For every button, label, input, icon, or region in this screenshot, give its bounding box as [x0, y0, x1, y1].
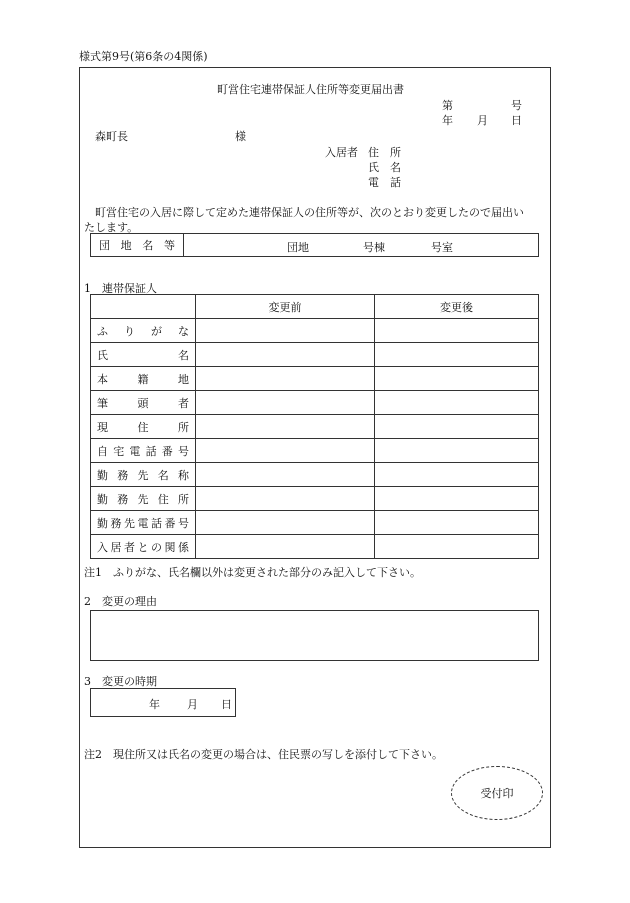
addressee-name: 森町長: [95, 130, 128, 143]
table-row: [91, 343, 539, 367]
table-row: [91, 319, 539, 343]
intro-text-line2: たします。: [84, 221, 139, 234]
row-label: 自宅電話番号: [91, 439, 196, 463]
note1: 注1 ふりがな、氏名欄以外は変更された部分のみ記入して下さい。: [84, 566, 421, 579]
table-row: [91, 487, 539, 511]
date-month: 月: [477, 114, 488, 127]
reason-field[interactable]: [90, 610, 539, 661]
estate-label: 団 地 名 等: [91, 234, 184, 256]
table-row: [91, 415, 539, 439]
section3-heading: 3 変更の時期: [84, 675, 157, 688]
section2-heading: 2 変更の理由: [84, 595, 157, 608]
name-label: 氏 名: [368, 161, 401, 174]
col-after-header: 変更後: [375, 295, 539, 319]
row-label: 筆頭者: [91, 391, 196, 415]
change-date-day: 日: [221, 698, 232, 711]
estate-danchi: 団地: [287, 241, 309, 254]
row-label: 氏名: [91, 343, 196, 367]
table-row: [91, 391, 539, 415]
table-row: [91, 535, 539, 559]
note2: 注2 現住所又は氏名の変更の場合は、住民票の写しを添付して下さい。: [84, 748, 443, 761]
phone-label: 電 話: [368, 176, 401, 189]
addressee-honorific: 様: [235, 130, 246, 143]
number-dai: 第: [442, 99, 453, 112]
row-label: 勤務先住所: [91, 487, 196, 511]
table-row: [91, 463, 539, 487]
reception-stamp-label: 受付印: [480, 787, 514, 800]
row-label: 入居者との関係: [91, 535, 196, 559]
guarantor-table: [90, 294, 539, 559]
row-label: 現住所: [91, 415, 196, 439]
estate-gotou: 号棟: [363, 241, 385, 254]
form-title: 町営住宅連帯保証人住所等変更届出書: [217, 83, 404, 96]
row-label: 本籍地: [91, 367, 196, 391]
change-date-field[interactable]: [90, 688, 236, 717]
date-day: 日: [511, 114, 522, 127]
change-date-year: 年: [149, 698, 160, 711]
intro-text-line1: 町営住宅の入居に際して定めた連帯保証人の住所等が、次のとおり変更したので届出い: [95, 206, 524, 219]
change-date-month: 月: [187, 698, 198, 711]
table-header-row: [91, 295, 539, 319]
number-go: 号: [511, 99, 522, 112]
table-row: [91, 439, 539, 463]
row-label: 勤務先電話番号: [91, 511, 196, 535]
row-label: ふりがな: [91, 319, 196, 343]
form-number-label: 様式第9号(第6条の4関係): [79, 50, 208, 63]
table-row: [91, 511, 539, 535]
date-year: 年: [442, 114, 453, 127]
row-label: 勤務先名称: [91, 463, 196, 487]
estate-goshitsu: 号室: [431, 241, 453, 254]
col-before-header: 変更前: [196, 295, 375, 319]
reception-stamp-area: [451, 766, 543, 820]
estate-row: [90, 233, 539, 257]
section1-heading: 1 連帯保証人: [84, 282, 157, 295]
table-row: [91, 367, 539, 391]
resident-label: 入居者: [325, 146, 358, 159]
address-label: 住 所: [368, 146, 401, 159]
